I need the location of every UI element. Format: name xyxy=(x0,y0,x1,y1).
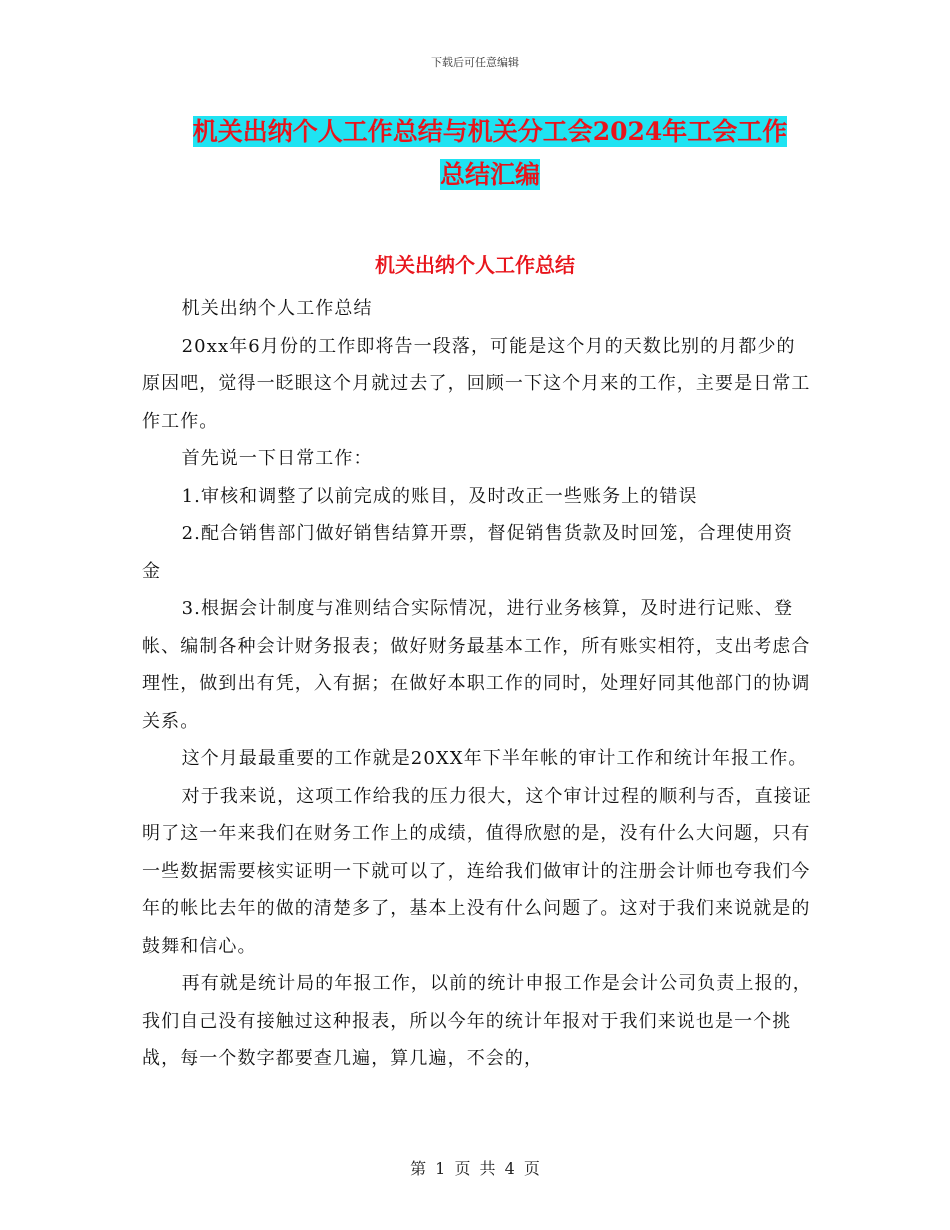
document-title xyxy=(140,110,840,196)
paragraph: 再有就是统计局的年报工作，以前的统计申报工作是会计公司负责上报的，我们自己没有接触过这种报表，所以今年的统计年报对于我们来说也是一个挑战，每一个数字都要查几遍，算几遍，不会的， xyxy=(142,973,812,1069)
paragraph: 首先说一下日常工作： xyxy=(181,448,373,469)
document-body xyxy=(142,290,812,1078)
paragraph: 对于我来说，这项工作给我的压力很大，这个审计过程的顺利与否，直接证明了这一年来我们在财务工作上的成绩，值得欣慰的是，没有什么大问题，只有一些数据需要核实证明一下就可以了，连给我们做审计的注册会计师也夸我们今年的帐比去年的做的清楚多了，基本上没有什么问题了。这对于我们来说就是的鼓舞和信心。 xyxy=(142,785,812,957)
document-title-line-1: 机关出纳个人工作总结与机关分工会2024年工会工作 xyxy=(192,117,788,146)
document-title-line-2: 总结汇编 xyxy=(439,160,540,189)
paragraph: 这个月最最重要的工作就是20XX年下半年帐的审计工作和统计年报工作。 xyxy=(181,748,808,769)
page-number: 第 1 页 共 4 页 xyxy=(410,1159,540,1178)
header-note: 下载后可任意编辑 xyxy=(431,56,519,69)
paragraph: 机关出纳个人工作总结 xyxy=(181,298,373,319)
section-title: 机关出纳个人工作总结 xyxy=(375,253,575,277)
paragraph: 1.审核和调整了以前完成的账目，及时改正一些账务上的错误 xyxy=(181,485,698,507)
paragraph: 20xx年6月份的工作即将告一段落，可能是这个月的天数比别的月都少的原因吧，觉得一眨眼这个月就过去了，回顾一下这个月来的工作，主要是日常工作工作。 xyxy=(142,335,811,432)
paragraph: 2.配合销售部门做好销售结算开票，督促销售货款及时回笼，合理使用资金 xyxy=(142,523,794,582)
paragraph: 3.根据会计制度与准则结合实际情况，进行业务核算，及时进行记账、登帐、编制各种会计财务报表；做好财务最基本工作，所有账实相符，支出考虑合理性，做到出有凭，入有据；在做好本职工作的同时，处理好同其他部门的协调关系。 xyxy=(142,598,811,732)
